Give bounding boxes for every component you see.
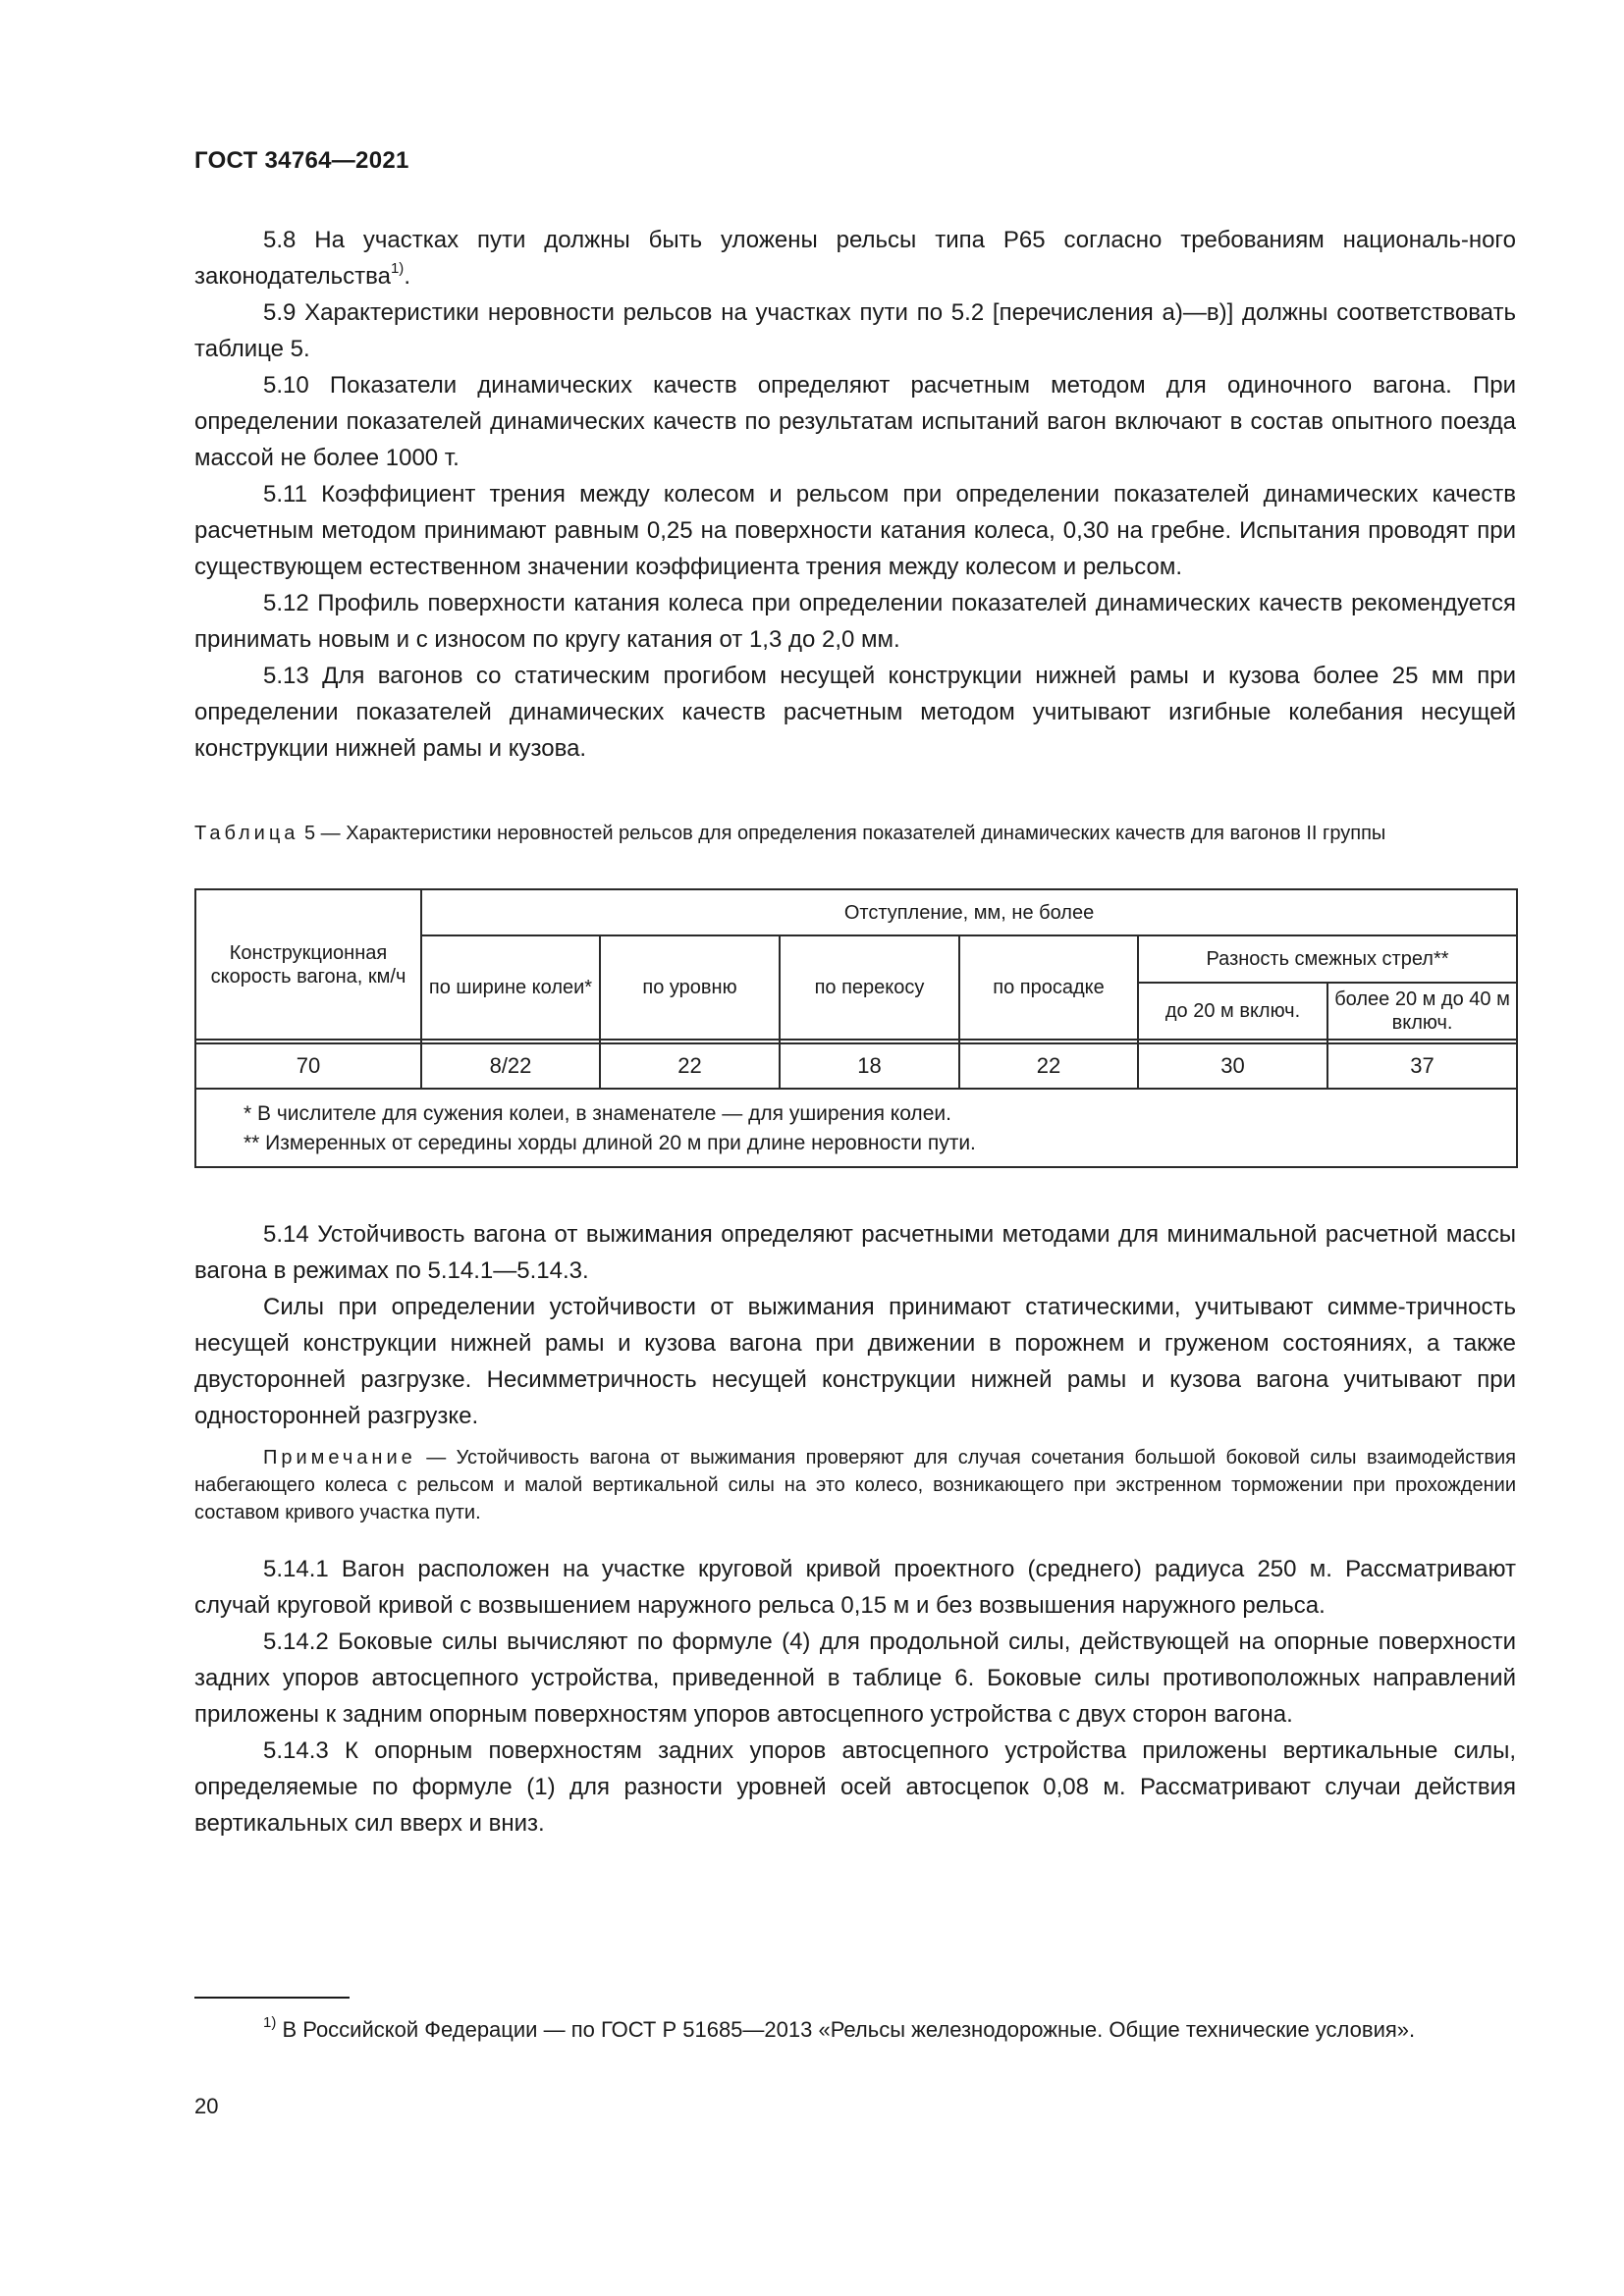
header-deviation-group: Отступление, мм, не более	[421, 889, 1517, 935]
cell-chord-20: 30	[1138, 1043, 1327, 1089]
table-caption: Таблица 5 — Характеристики неровностей рельсов для определения показателей динамических качеств для вагонов II группы	[194, 823, 1386, 844]
header-sag: по просадке	[959, 935, 1138, 1040]
table-footnote-2: ** Измеренных от середины хорды длиной 20 м при длине неровности пути.	[244, 1132, 976, 1154]
header-level: по уровню	[600, 935, 780, 1040]
footnote-ref: 1)	[390, 260, 405, 277]
paragraph-5-12: 5.12 Профиль поверхности катания колеса при определении показателей динамических качеств рекомендуется принимать новым и с износом по кругу катания от 1,3 до 2,0 мм.	[194, 590, 1516, 653]
paragraph-5-10: 5.10 Показатели динамических качеств определяют расчетным методом для одиночного вагона. При определении показателей динамических качеств по результатам испытаний вагон включают в состав опытного поезда массой не более 1000 т.	[194, 372, 1516, 471]
footnote-divider	[194, 1997, 350, 1999]
cell-gauge: 8/22	[421, 1043, 600, 1089]
paragraph-5-14-forces: Силы при определении устойчивости от выжимания принимают статическими, учитывают симме-тричность несущей конструкции нижней рамы и кузова вагона при движении в порожнем и груженом состояниях, а также двусторонней разгрузке. Несимметричность несущей конструкции нижней рамы и кузова вагона учитывают при односторонней разгрузке.	[194, 1294, 1516, 1429]
body-section-top	[194, 222, 1516, 767]
cell-sag: 22	[959, 1043, 1138, 1089]
body-section-mid	[194, 1216, 1516, 1434]
header-chord-20-40: более 20 м до 40 м включ.	[1327, 983, 1517, 1040]
note: Примечание — Устойчивость вагона от выжимания проверяют для случая сочетания большой боковой силы взаимодействия набегающего колеса с рельсом и малой вертикальной силы на это колесо, возникающего при экстренном торможении при прохождении составом кривого участка пути.	[194, 1447, 1516, 1523]
paragraph-5-11: 5.11 Коэффициент трения между колесом и рельсом при определении показателей динамических качеств расчетным методом принимают равным 0,25 на поверхности катания колеса, 0,30 на гребне. Испытания проводят при существующем естественном значении коэффициента трения между колесом и рельсом.	[194, 481, 1516, 580]
paragraph-5-9: 5.9 Характеристики неровности рельсов на участках пути по 5.2 [перечисления а)—в)] должны соответствовать таблице 5.	[194, 299, 1516, 362]
header-chord-20: до 20 м включ.	[1138, 983, 1327, 1040]
header-chord-group: Разность смежных стрел**	[1138, 935, 1517, 983]
paragraph-5-13: 5.13 Для вагонов со статическим прогибом несущей конструкции нижней рамы и кузова более 25 мм при определении показателей динамических качеств расчетным методом учитывают изгибные колебания несущей конструкции нижней рамы и кузова.	[194, 663, 1516, 762]
table-footnotes	[195, 1089, 1517, 1167]
header-gauge: по ширине колеи*	[421, 935, 600, 1040]
cell-level: 22	[600, 1043, 780, 1089]
paragraph-5-14-3: 5.14.3 К опорным поверхностям задних упоров автосцепного устройства приложены вертикальные силы, определяемые по формуле (1) для разности уровней осей автосцепок 0,08 м. Рассматривают случаи действия вертикальных сил вверх и вниз.	[194, 1737, 1516, 1837]
paragraph-5-14-1: 5.14.1 Вагон расположен на участке круговой кривой проектного (среднего) радиуса 250 м. Рассматривают случай круговой кривой с возвышением наружного рельса 0,15 м и без возвышения наружного рельса.	[194, 1556, 1516, 1619]
page-footnote: $^{1)}$ В Российской Федерации — по ГОСТ Р 51685—2013 «Рельсы железнодорожные. Общие технические условия».	[263, 2013, 1416, 2042]
paragraph-5-14-2: 5.14.2 Боковые силы вычисляют по формуле (4) для продольной силы, действующей на опорные поверхности задних упоров автосцепного устройства, приведенной в таблице 6. Боковые силы противоположных направлений приложены к задним опорным поверхностям упоров автосцепного устройства с двух сторон вагона.	[194, 1629, 1516, 1728]
header-skew: по перекосу	[780, 935, 959, 1040]
table-5	[194, 888, 1518, 1168]
table-footnote-1: * В числителе для сужения колеи, в знаменателе — для уширения колеи.	[244, 1102, 951, 1125]
header-speed: Конструкционная скорость вагона, км/ч	[195, 889, 421, 1040]
table-row	[195, 1043, 1517, 1089]
paragraph-5-14: 5.14 Устойчивость вагона от выжимания определяют расчетными методами для минимальной расчетной массы вагона в режимах по 5.14.1—5.14.3.	[194, 1221, 1516, 1284]
document-page	[194, 0, 1516, 2296]
document-header: ГОСТ 34764—2021	[194, 147, 409, 174]
body-section-bottom	[194, 1551, 1516, 1842]
cell-chord-20-40: 37	[1327, 1043, 1517, 1089]
cell-speed: 70	[195, 1043, 421, 1089]
page-number: 20	[194, 2094, 219, 2118]
cell-skew: 18	[780, 1043, 959, 1089]
paragraph-5-8: 5.8 На участках пути должны быть уложены рельсы типа Р65 согласно требованиям националь-ного законодательства$^{1)}$.	[194, 227, 1516, 290]
